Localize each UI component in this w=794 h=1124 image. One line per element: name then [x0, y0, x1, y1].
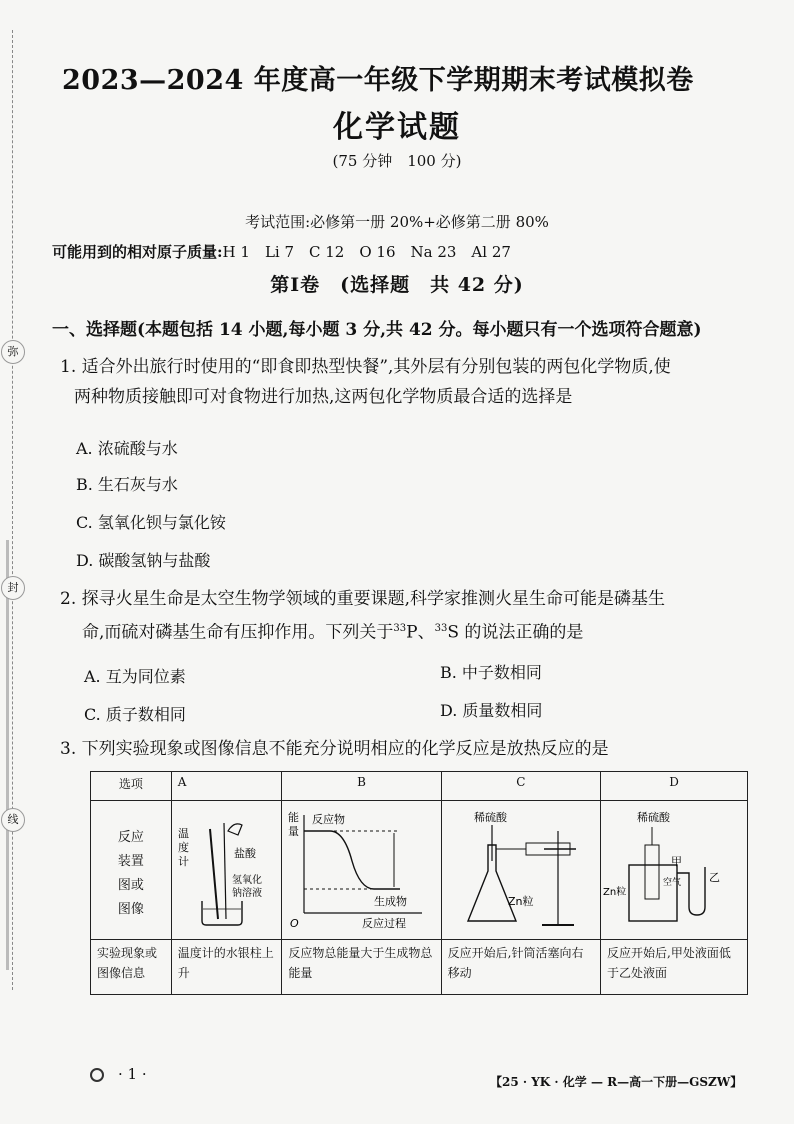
a-stirrer [224, 823, 226, 919]
page-dot-icon [90, 1068, 104, 1082]
q1-option-c[interactable]: C. 氢氧化钡与氯化铵 [76, 513, 226, 532]
question-2-stem-line1: 2. 探寻火星生命是太空生物学领域的重要课题,科学家推测火星生命可能是磷基生 [60, 589, 666, 609]
section-title: 第Ⅰ卷 (选择题 共 42 分) [270, 274, 524, 296]
question-2-stem-line2 [60, 614, 760, 648]
a-thermo-label-2: 度 [177, 841, 189, 854]
d-acid-label: 稀硫酸 [637, 811, 670, 824]
apparatus-a [171, 801, 282, 940]
exam-scope: 考试范围:必修第一册 20%+必修第二册 80% [245, 213, 549, 231]
d-bottle [629, 865, 677, 921]
b-origin: O [290, 917, 300, 930]
question-1 [60, 352, 760, 412]
a-base-label-1: 氢氧化 [231, 875, 262, 886]
atomic-masses-label: 可能用到的相对原子质量: [52, 243, 223, 261]
d-jia-label: 甲 [671, 855, 682, 868]
header-c: C [441, 772, 600, 801]
c-zn-label: Zn粒 [507, 895, 534, 908]
a-base-label-2: 钠溶液 [231, 888, 262, 899]
d-air-label: 空气 [663, 878, 682, 888]
b-y-label-2: 量 [288, 825, 300, 838]
question-3-stem: 3. 下列实验现象或图像信息不能充分说明相应的化学反应是放热反应的是 [60, 739, 609, 759]
info-label: 实验现象或图像信息 [91, 940, 172, 995]
q2-option-a[interactable]: A. 互为同位素 [84, 667, 186, 686]
b-products-label: 生成物 [374, 895, 408, 908]
experiment-table [90, 771, 748, 995]
q2-option-b[interactable]: B. 中子数相同 [440, 663, 542, 682]
table-header-row [91, 772, 748, 801]
a-thermometer [210, 829, 218, 919]
question-2 [60, 584, 760, 648]
row-label-line-1: 反应 [117, 830, 144, 845]
paper-code: 【25 · YK · 化学 — R—高一下册—GSZW】 [490, 1075, 743, 1089]
info-c: 反应开始后,针筒活塞向右移动 [441, 940, 600, 995]
c-acid-label: 稀硫酸 [473, 811, 507, 824]
d-inner-tube [645, 845, 659, 899]
q2-p-symbol: P、 [406, 622, 435, 643]
margin-bar [6, 540, 9, 970]
row-label-line-4: 图像 [117, 902, 144, 917]
energy-diagram [282, 801, 432, 933]
q2-option-c[interactable]: C. 质子数相同 [84, 705, 186, 724]
d-yi-label: 乙 [709, 871, 720, 884]
b-energy-curve [304, 831, 400, 889]
u-tube-diagram [601, 801, 747, 933]
binding-line [12, 30, 13, 990]
header-d: D [601, 772, 748, 801]
apparatus-d [601, 801, 748, 940]
part-heading: 一、选择题(本题包括 14 小题,每小题 3 分,共 42 分。每小题只有一个选项符合题意) [52, 320, 702, 340]
apparatus-label [91, 801, 172, 940]
table-info-row [91, 940, 748, 995]
syringe-flask-diagram [442, 801, 592, 933]
a-thermo-label-3: 计 [177, 855, 189, 868]
a-beaker [202, 901, 242, 925]
b-x-label: 反应过程 [362, 917, 407, 930]
q2-option-d[interactable]: D. 质量数相同 [440, 701, 543, 720]
subject-title: 化学试题 [333, 110, 461, 145]
thermometer-beaker-diagram [172, 801, 276, 933]
q1-option-a[interactable]: A. 浓硫酸与水 [76, 439, 178, 458]
row-label-line-2: 装置 [117, 854, 144, 869]
q2-stem-post: 的说法正确的是 [458, 622, 584, 643]
header-option: 选项 [91, 772, 172, 801]
a-thermo-label-1: 温 [177, 827, 189, 840]
d-u-tube [677, 867, 705, 915]
apparatus-b [282, 801, 441, 940]
q2-s-symbol: S [447, 622, 459, 643]
q1-option-b[interactable]: B. 生石灰与水 [76, 475, 178, 494]
row-label-line-3: 图或 [117, 878, 144, 893]
atomic-masses [52, 241, 511, 262]
info-a: 温度计的水银柱上升 [171, 940, 282, 995]
table-apparatus-row [91, 801, 748, 940]
binding-char-feng: 封 [1, 576, 25, 600]
info-d: 反应开始后,甲处液面低于乙处液面 [601, 940, 748, 995]
a-dropper [228, 824, 242, 835]
question-1-stem-line2: 两种物质接触即可对食物进行加热,这两包化学物质最合适的选择是 [74, 387, 573, 407]
exam-title: 2023—2024 年度高一年级下学期期末考试模拟卷 [62, 65, 694, 96]
page-number-text: · 1 · [118, 1065, 147, 1083]
q1-option-d[interactable]: D. 碳酸氢钠与盐酸 [76, 551, 211, 570]
page-number [90, 1065, 147, 1083]
time-score: (75 分钟 100 分) [332, 152, 462, 170]
binding-char-mi: 弥 [1, 340, 25, 364]
info-b: 反应物总能量大于生成物总能量 [282, 940, 441, 995]
q2-stem-pre: 命,而硫对磷基生命有压抑作用。下列关于 [82, 622, 394, 643]
b-y-label-1: 能 [288, 811, 300, 824]
q2-mass-number-s: 33 [434, 623, 448, 634]
question-1-stem-line1: 1. 适合外出旅行时使用的“即食即热型快餐”,其外层有分别包装的两包化学物质,使 [60, 357, 671, 377]
binding-char-xian: 线 [1, 808, 25, 832]
header-b: B [282, 772, 441, 801]
d-zn-label: Zn粒 [603, 887, 627, 898]
b-reactants-label: 反应物 [312, 813, 346, 826]
atomic-masses-values: H 1 Li 7 C 12 O 16 Na 23 Al 27 [222, 243, 511, 261]
a-acid-label: 盐酸 [233, 847, 256, 860]
apparatus-c [441, 801, 600, 940]
q2-mass-number-p: 33 [393, 623, 407, 634]
header-a: A [171, 772, 282, 801]
